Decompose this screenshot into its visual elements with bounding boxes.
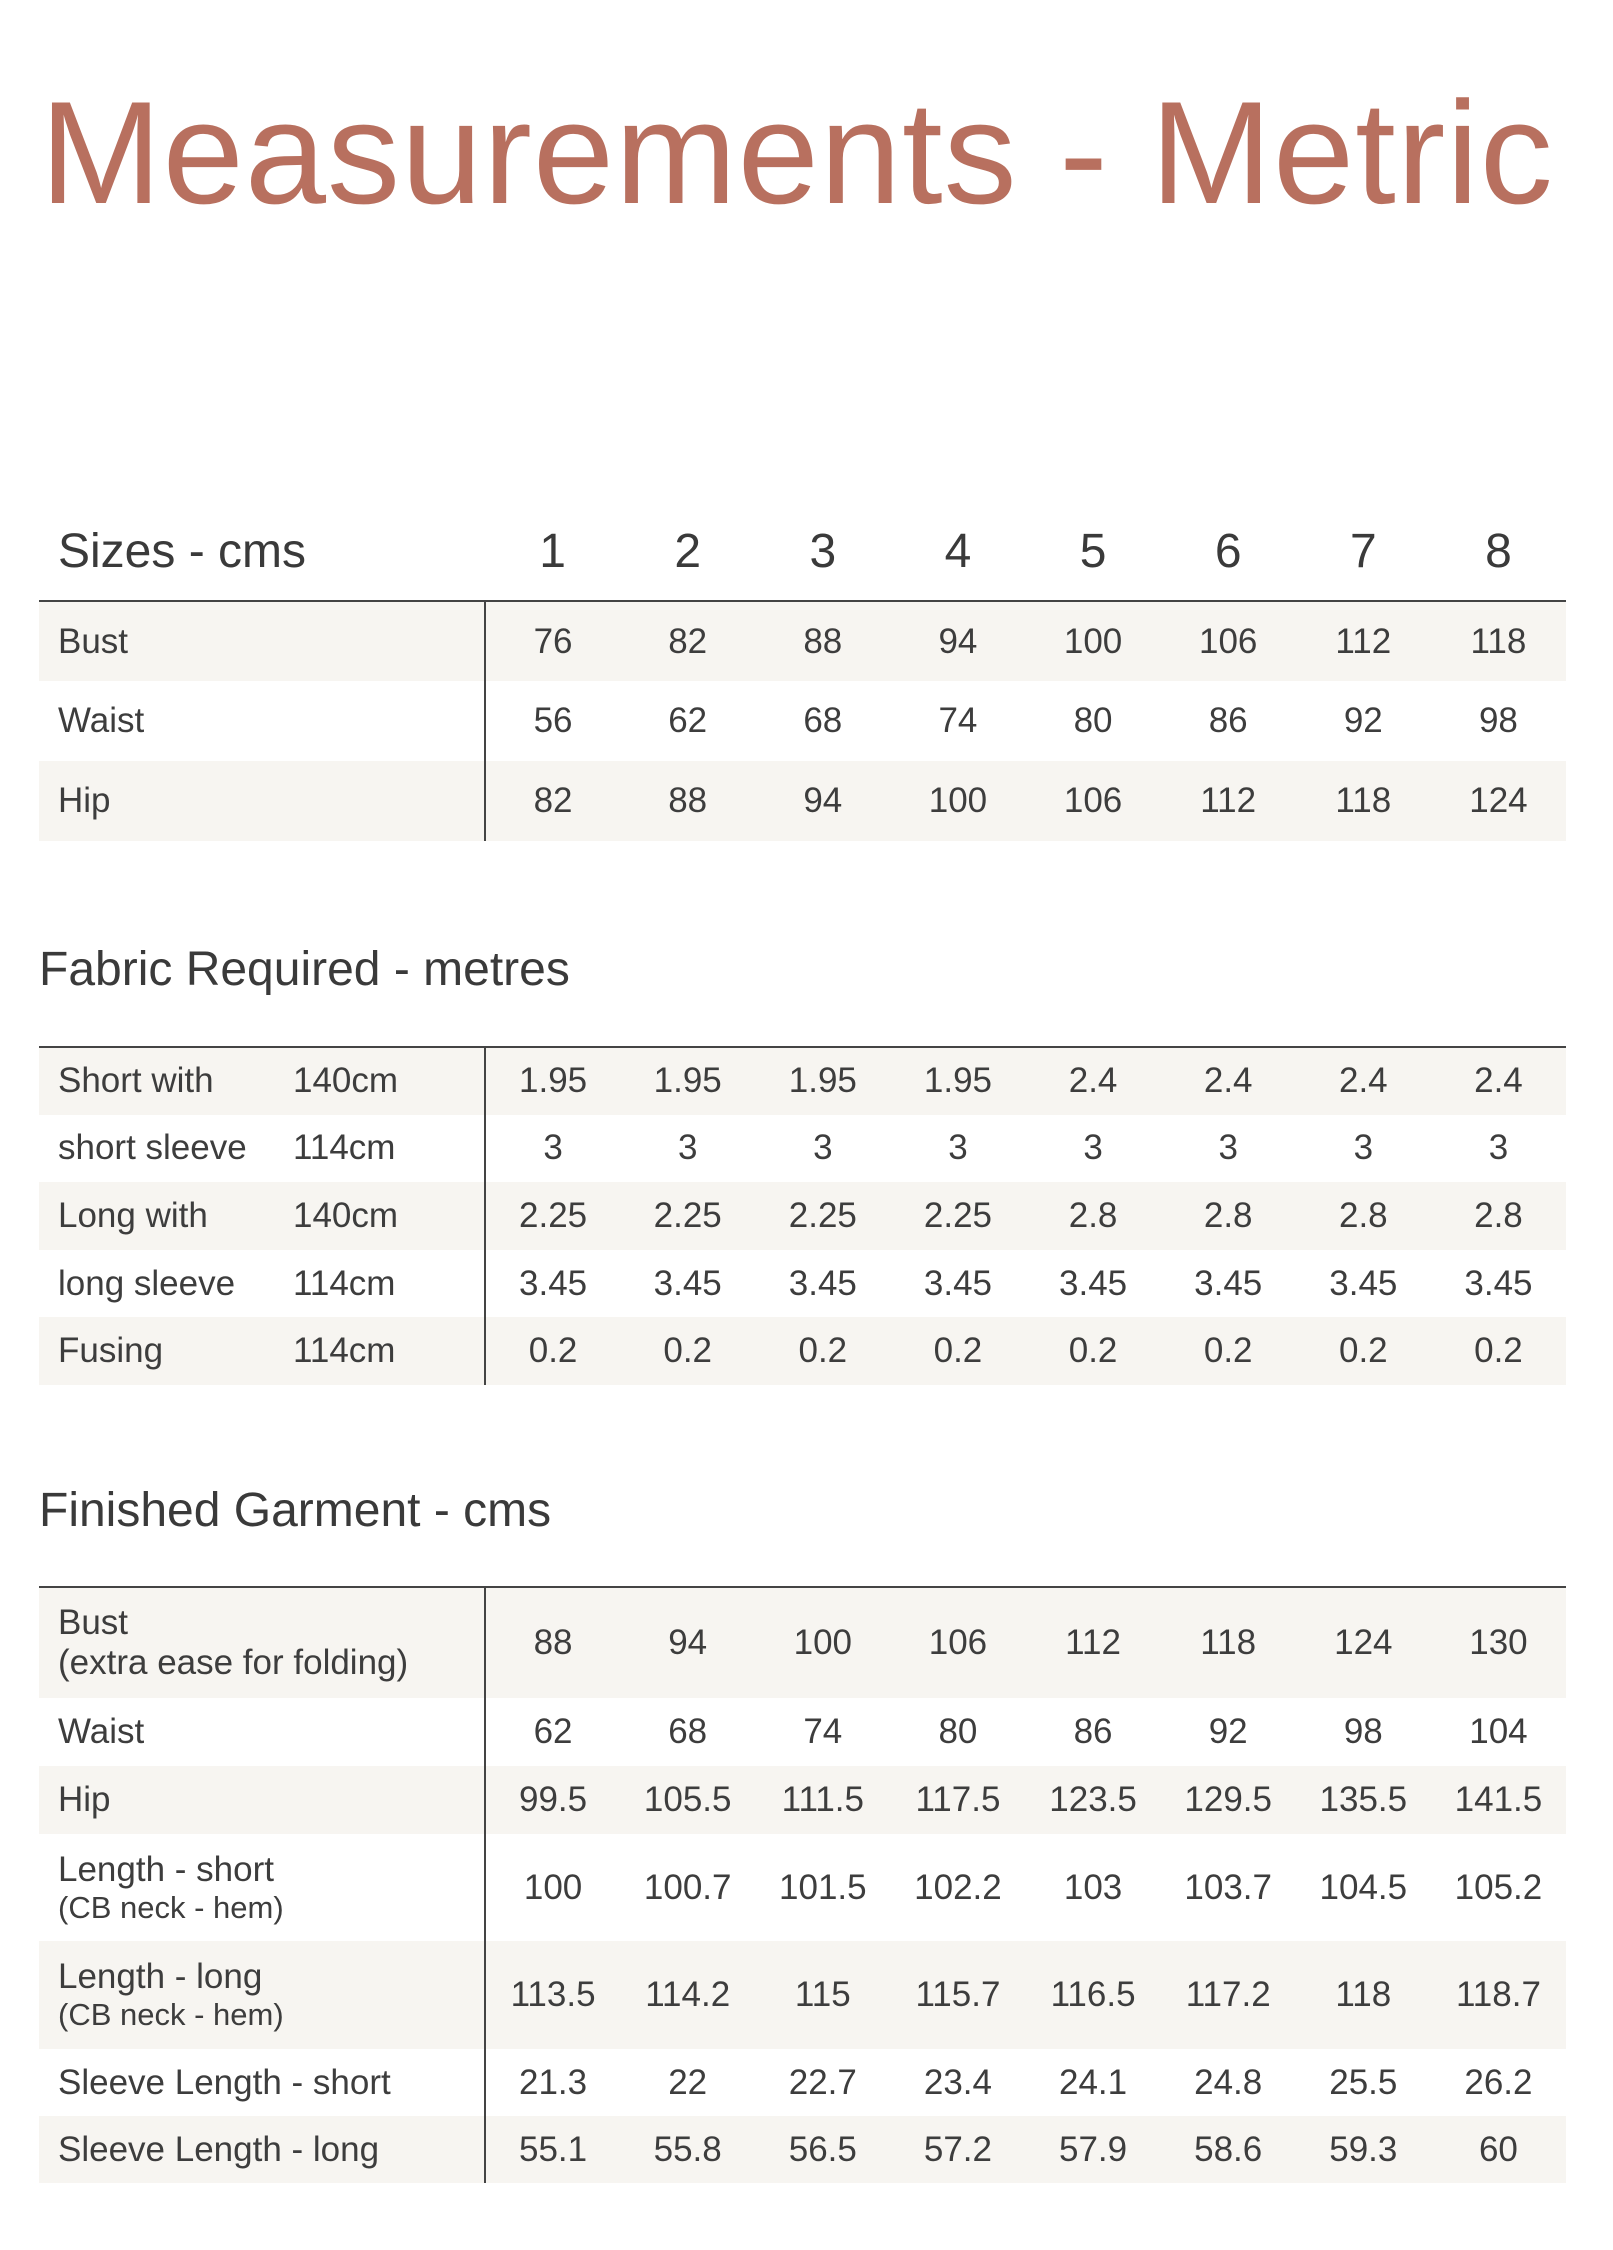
cell-value: 124 [1296, 1587, 1431, 1698]
table-row [39, 1587, 1566, 1698]
page-title: Measurements - Metric [40, 71, 1554, 234]
table-row [39, 2116, 1566, 2183]
row-label-text: Length - short [58, 1849, 274, 1889]
cell-value: 94 [755, 761, 890, 841]
cell-value: 3.45 [923, 1263, 992, 1303]
cell-value: 3 [948, 1128, 968, 1168]
cell-value: 101.5 [779, 1867, 867, 1907]
cell-value: 2.25 [485, 1182, 620, 1250]
cell-value: 114.2 [620, 1941, 755, 2049]
cell-value: 68 [803, 701, 843, 740]
cell-value: 62 [668, 701, 708, 740]
cell-value: 22.7 [788, 2062, 857, 2102]
row-label-text: Bust [58, 1603, 129, 1642]
cell-value: 0.2 [755, 1317, 890, 1385]
cell-value: 106 [890, 1587, 1025, 1698]
table-row [39, 601, 1566, 681]
row-label-text: Sleeve Length - short [58, 2062, 391, 2102]
cell-value: 115 [755, 1941, 890, 2049]
table-row [39, 1834, 1566, 1941]
cell-value: 111.5 [755, 1766, 890, 1834]
cell-value: 129.5 [1161, 1766, 1296, 1834]
cell-value: 112 [1026, 1587, 1161, 1698]
cell-value: 0.2 [1296, 1317, 1431, 1385]
cell-value: 1.95 [620, 1047, 755, 1115]
cell-value: 2.8 [1296, 1182, 1431, 1250]
cell-value: 55.1 [485, 2116, 620, 2183]
cell-value: 113.5 [485, 1941, 620, 2049]
cell-value: 102.2 [914, 1867, 1002, 1907]
cell-value: 3.45 [1464, 1263, 1533, 1303]
cell-value: 26.2 [1464, 2062, 1533, 2102]
cell-value: 62 [485, 1698, 620, 1766]
cell-value: 2.25 [890, 1182, 1025, 1250]
cell-value: 57.9 [1026, 2116, 1161, 2183]
row-sublabel: (CB neck - hem) [58, 1997, 284, 2032]
cell-value: 99.5 [485, 1766, 620, 1834]
size-header: 5 [1079, 524, 1107, 578]
cell-value: 21.3 [485, 2049, 620, 2116]
cell-value: 82 [485, 761, 620, 841]
cell-value: 3 [1083, 1128, 1103, 1168]
row-label [39, 1941, 485, 2049]
cell-value: 2.25 [755, 1182, 890, 1250]
cell-value: 115.7 [890, 1941, 1025, 2049]
cell-value: 117.5 [890, 1766, 1025, 1834]
cell-value: 0.2 [1161, 1317, 1296, 1385]
row-label [39, 1587, 485, 1698]
cell-value: 80 [1073, 701, 1113, 740]
row-label: long sleeve [58, 1263, 236, 1303]
cell-value: 100.7 [643, 1867, 732, 1907]
table-row [39, 1766, 1566, 1834]
row-label [39, 2049, 485, 2116]
cell-value: 60 [1431, 2116, 1566, 2183]
cell-value: 23.4 [923, 2062, 992, 2102]
cell-value: 86 [1208, 701, 1248, 740]
row-label: Fusing [39, 1317, 293, 1385]
cell-value: 100 [485, 1834, 620, 1941]
row-label-text: Sleeve Length - long [58, 2129, 380, 2169]
cell-value: 2.4 [1161, 1047, 1296, 1115]
size-header: 7 [1349, 524, 1377, 578]
cell-value: 3 [1353, 1128, 1374, 1168]
sizes-header: Sizes - cms [58, 524, 307, 578]
cell-value: 118 [1431, 601, 1566, 681]
cell-value: 117.2 [1161, 1941, 1296, 2049]
cell-value: 118 [1161, 1587, 1296, 1698]
cell-value: 74 [938, 701, 978, 740]
cell-value: 3.45 [485, 1250, 620, 1318]
cell-value: 104.5 [1319, 1867, 1408, 1907]
row-label [39, 1766, 485, 1834]
table-row [39, 1182, 1566, 1250]
fabric-width: 114cm [293, 1263, 396, 1303]
cell-value: 98 [1478, 701, 1518, 740]
table-row [39, 761, 1566, 841]
cell-value: 0.2 [1026, 1317, 1161, 1385]
table-row [39, 1941, 1566, 2049]
row-label-text: Hip [58, 1780, 111, 1819]
fabric-table [39, 1046, 1566, 1385]
garment-table [39, 1586, 1566, 2183]
cell-value: 2.8 [1431, 1182, 1566, 1250]
cell-value: 80 [938, 1712, 978, 1751]
cell-value: 0.2 [620, 1317, 755, 1385]
cell-value: 106 [1026, 761, 1161, 841]
cell-value: 123.5 [1026, 1766, 1161, 1834]
row-label: Hip [39, 761, 485, 841]
cell-value: 106 [1161, 601, 1296, 681]
cell-value: 130 [1431, 1587, 1566, 1698]
cell-value: 92 [1343, 701, 1383, 740]
cell-value: 100 [1026, 601, 1161, 681]
garment-title: Finished Garment - cms [39, 1484, 552, 1537]
size-header: 6 [1214, 524, 1242, 578]
fabric-title: Fabric Required - metres [39, 943, 570, 996]
cell-value: 3.45 [1194, 1263, 1263, 1303]
cell-value: 58.6 [1161, 2116, 1296, 2183]
cell-value: 100 [755, 1587, 890, 1698]
cell-value: 118.7 [1431, 1941, 1566, 2049]
cell-value: 74 [803, 1712, 843, 1751]
cell-value: 2.8 [1026, 1182, 1161, 1250]
cell-value: 116.5 [1026, 1941, 1161, 2049]
cell-value: 103.7 [1184, 1867, 1272, 1907]
cell-value: 98 [1343, 1712, 1383, 1751]
cell-value: 3 [677, 1128, 698, 1168]
cell-value: 2.4 [1026, 1047, 1161, 1115]
cell-value: 1.95 [755, 1047, 890, 1115]
cell-value: 94 [890, 601, 1025, 681]
cell-value: 141.5 [1431, 1766, 1566, 1834]
cell-value: 88 [620, 761, 755, 841]
fabric-width: 114cm [293, 1128, 396, 1168]
cell-value: 24.8 [1194, 2062, 1263, 2102]
table-row [39, 681, 1566, 761]
cell-value: 3.45 [788, 1263, 857, 1303]
cell-value: 3 [485, 1115, 620, 1183]
table-row [39, 1115, 1566, 1183]
cell-value: 118 [1296, 761, 1431, 841]
row-sublabel: (CB neck - hem) [58, 1889, 284, 1925]
cell-value: 25.5 [1329, 2062, 1398, 2102]
cell-value: 82 [620, 601, 755, 681]
cell-value: 100 [890, 761, 1025, 841]
cell-value: 105.2 [1454, 1867, 1543, 1907]
cell-value: 68 [668, 1712, 708, 1751]
cell-value: 3 [813, 1128, 833, 1168]
size-header: 3 [809, 524, 837, 578]
row-label: Waist [58, 701, 145, 740]
cell-value: 24.1 [1059, 2062, 1128, 2102]
cell-value: 0.2 [485, 1317, 620, 1385]
cell-value: 3.45 [1059, 1263, 1128, 1303]
sizes-table [39, 502, 1566, 841]
cell-value: 2.4 [1431, 1047, 1566, 1115]
cell-value: 76 [485, 601, 620, 681]
cell-value: 2.4 [1296, 1047, 1431, 1115]
row-label-text: Length - long [58, 1957, 263, 1996]
cell-value: 92 [1208, 1712, 1248, 1751]
cell-value: 0.2 [1431, 1317, 1566, 1385]
cell-value: 56.5 [755, 2116, 890, 2183]
cell-value: 112 [1296, 601, 1431, 681]
cell-value: 59.3 [1296, 2116, 1431, 2183]
cell-value: 88 [755, 601, 890, 681]
cell-value: 22 [668, 2062, 708, 2102]
table-row [39, 1250, 1566, 1318]
row-label: Short with [39, 1047, 293, 1115]
cell-value: 57.2 [890, 2116, 1025, 2183]
row-label [39, 1698, 485, 1766]
cell-value: 3.45 [653, 1263, 722, 1303]
cell-value: 1.95 [485, 1047, 620, 1115]
table-row [39, 1698, 1566, 1766]
fabric-width: 140cm [293, 1047, 485, 1115]
row-label: Bust [39, 601, 485, 681]
cell-value: 118 [1296, 1941, 1431, 2049]
row-sublabel: (extra ease for folding) [58, 1643, 409, 1682]
cell-value: 124 [1431, 761, 1566, 841]
cell-value: 3.45 [1329, 1263, 1398, 1303]
table-row [39, 2049, 1566, 2116]
cell-value: 104 [1469, 1712, 1528, 1751]
cell-value: 86 [1073, 1712, 1113, 1751]
fabric-width: 114cm [293, 1317, 485, 1385]
row-label [39, 1834, 485, 1941]
cell-value: 3 [1488, 1128, 1509, 1168]
table-row [39, 1317, 1566, 1385]
table-row [39, 1047, 1566, 1115]
cell-value: 88 [485, 1587, 620, 1698]
cell-value: 3 [1218, 1128, 1238, 1168]
cell-value: 2.25 [620, 1182, 755, 1250]
row-label: Long with [39, 1182, 293, 1250]
cell-value: 105.5 [620, 1766, 755, 1834]
size-header: 4 [944, 524, 972, 578]
cell-value: 112 [1161, 761, 1296, 841]
cell-value: 1.95 [890, 1047, 1025, 1115]
fabric-width: 140cm [293, 1182, 485, 1250]
cell-value: 103 [1063, 1867, 1123, 1907]
cell-value: 2.8 [1161, 1182, 1296, 1250]
row-label [39, 2116, 485, 2183]
size-header: 2 [674, 524, 702, 578]
size-header: 1 [539, 524, 566, 578]
cell-value: 0.2 [890, 1317, 1025, 1385]
row-label-text: Waist [58, 1712, 145, 1751]
size-header: 8 [1485, 524, 1512, 578]
row-label: short sleeve [58, 1128, 247, 1168]
cell-value: 135.5 [1296, 1766, 1431, 1834]
cell-value: 55.8 [620, 2116, 755, 2183]
cell-value: 56 [485, 681, 620, 761]
cell-value: 94 [620, 1587, 755, 1698]
